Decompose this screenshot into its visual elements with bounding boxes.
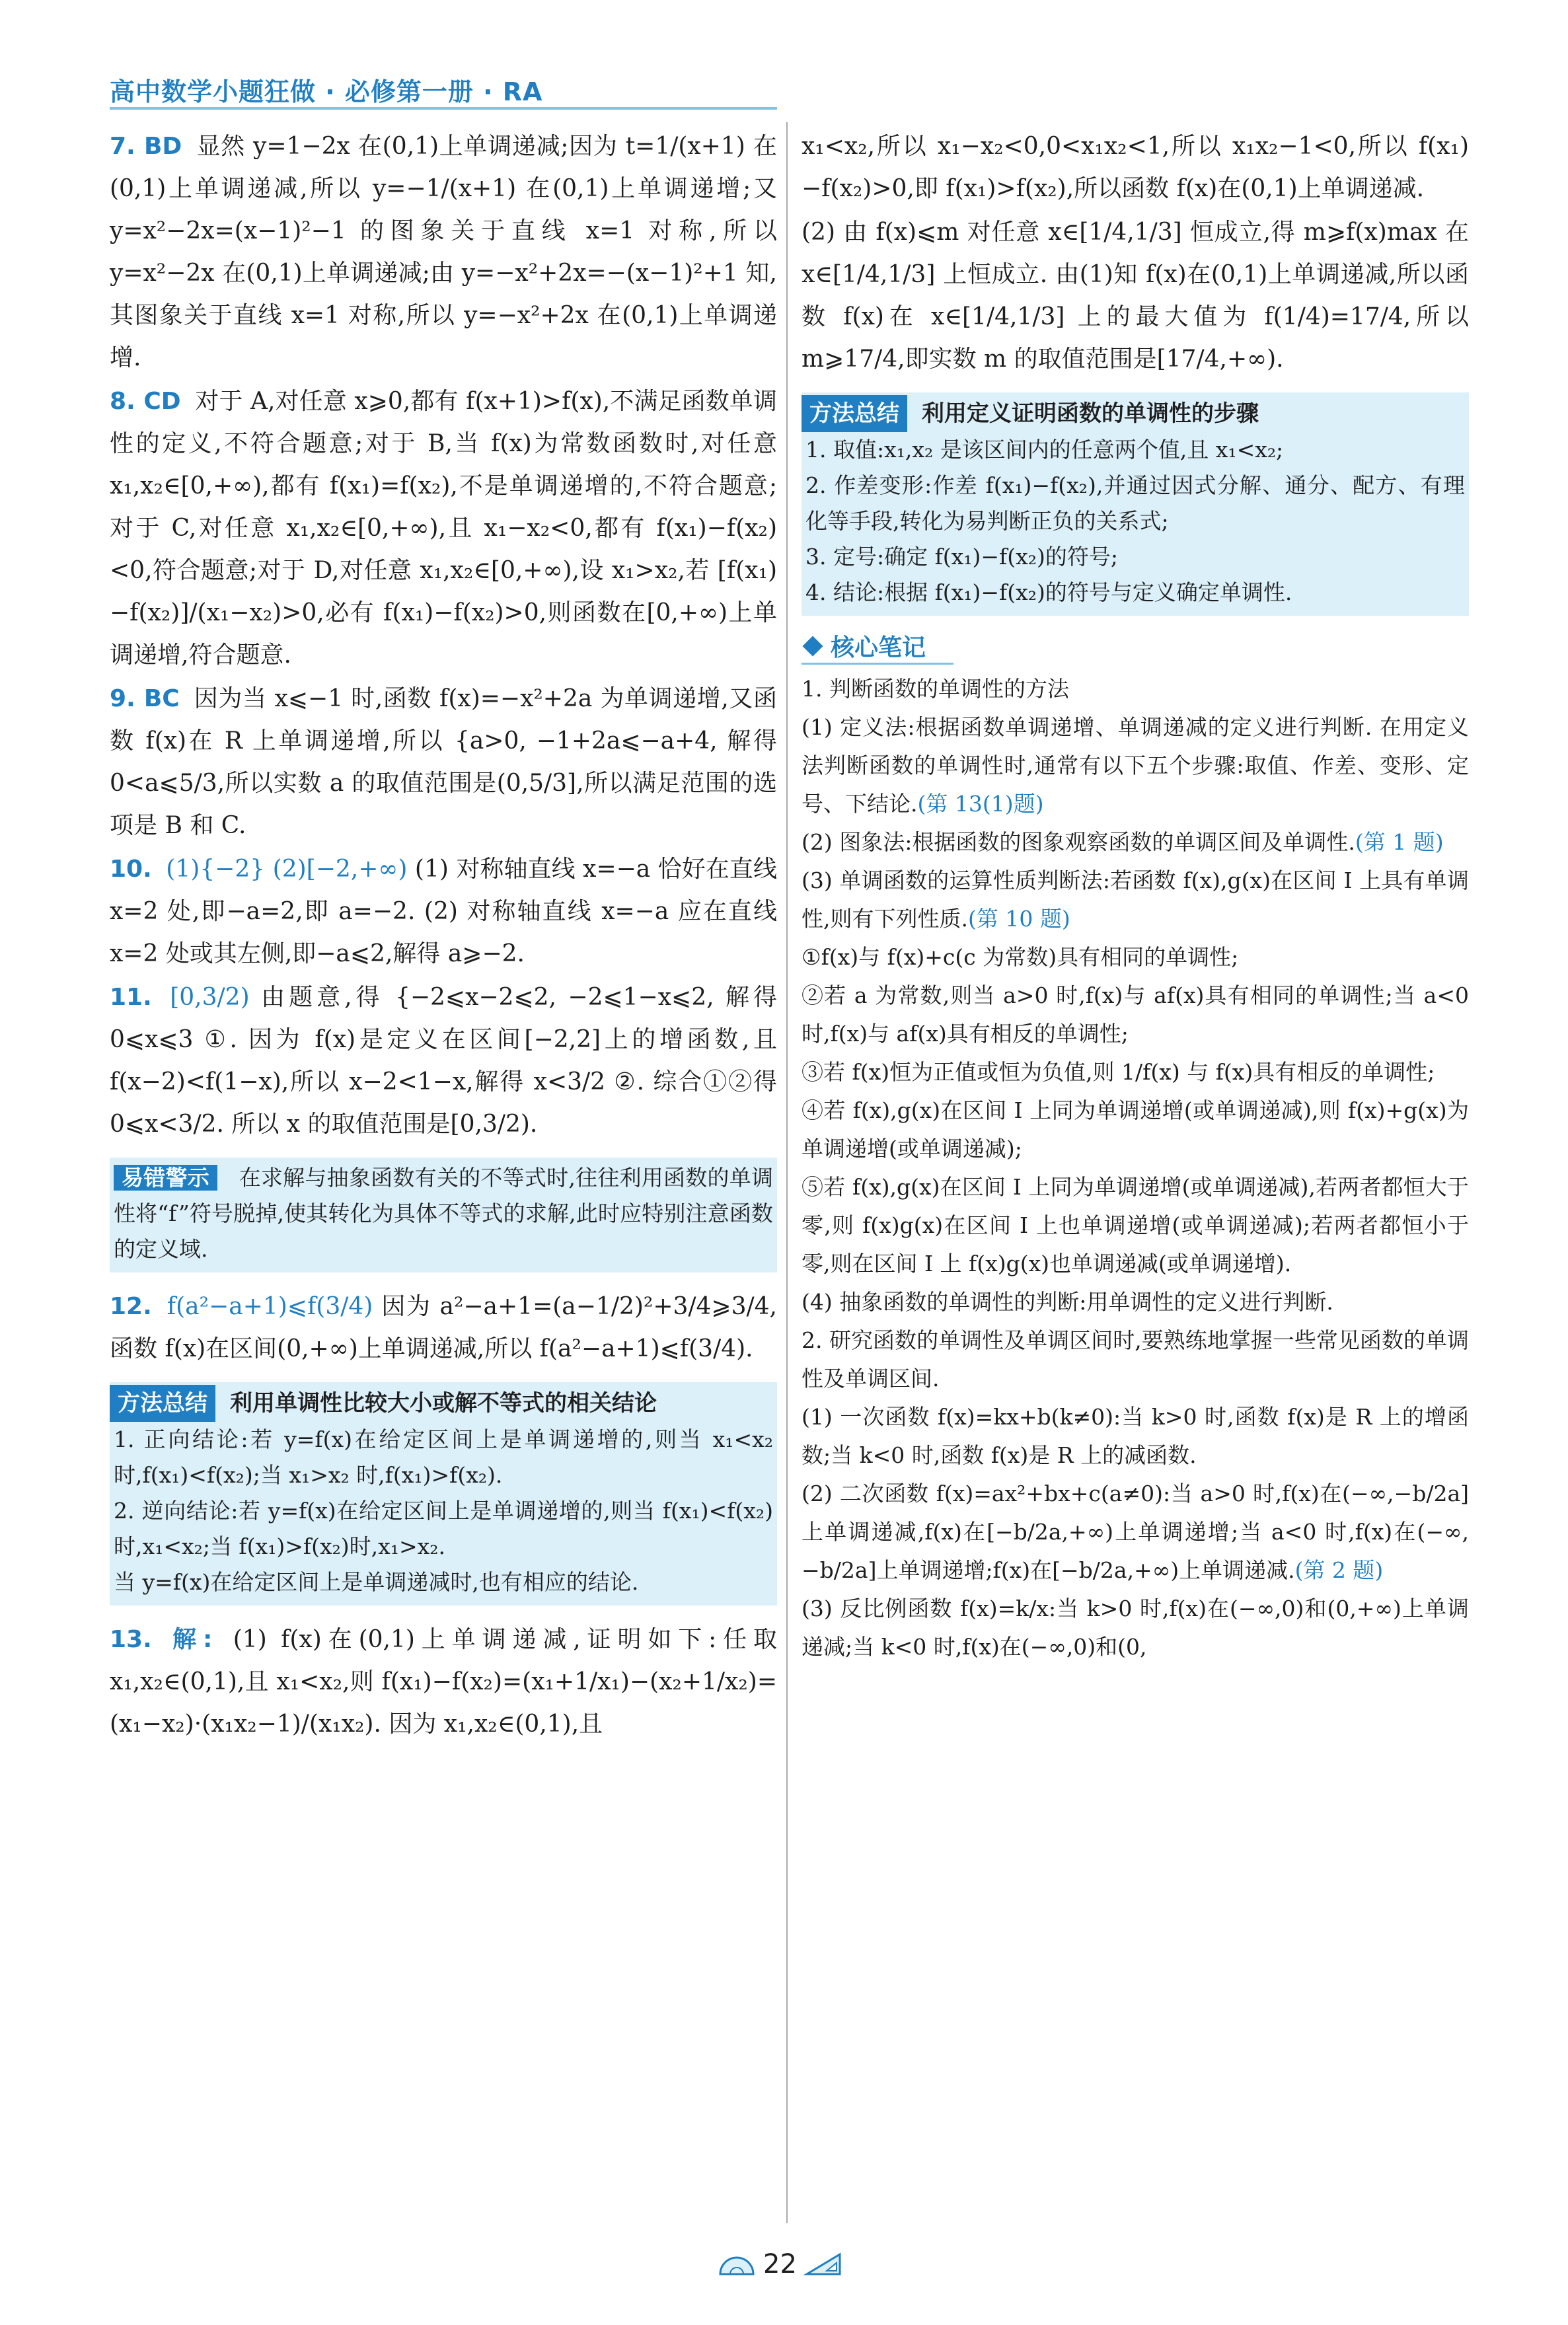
set-square-icon (803, 2251, 843, 2277)
answer-13-part2: (2) 由 f(x)⩽m 对任意 x∈[1/4,1/3] 恒成立,得 m⩾f(x)max 在 x∈[1/4,1/3] 上恒成立. 由(1)知 f(x)在(0,1)上单调递减,所以函数 f(x)在 x∈[1/4,1/3] 上的最大值为 f(1/4)=17/4,所以 m⩾17/4,即实数 m 的取值范围是[17/4,+∞). (802, 219, 1469, 373)
method-tag: 方法总结 (802, 395, 907, 432)
solution-label: 解: (172, 1626, 213, 1653)
note-item: ②若 a 为常数,则当 a>0 时,f(x)与 af(x)具有相同的单调性;当 a<0 时,f(x)与 af(x)具有相反的单调性; (802, 982, 1469, 1047)
method-line: 3. 定号:确定 f(x₁)−f(x₂)的符号; (805, 544, 1118, 570)
warning-text (110, 1160, 777, 1267)
method-title: 利用单调性比较大小或解不等式的相关结论 (230, 1390, 657, 1417)
protractor-icon (717, 2251, 757, 2277)
core-notes-heading (802, 629, 953, 665)
note-item: ⑤若 f(x),g(x)在区间 I 上同为单调递增(或单调递减),若两者都恒大于零,则 f(x)g(x)在区间 I 上也单调递增(或单调递减);若两者都恒小于零,则在区间 I 上 f(x)g(x)也单调递减(或单调递增). (802, 1174, 1469, 1276)
warning-tag: 易错警示 (114, 1165, 217, 1191)
note-item: 2. 研究函数的单调性及单调区间时,要熟练地掌握一些常见函数的单调性及单调区间. (802, 1327, 1469, 1391)
method-line: 当 y=f(x)在给定区间上是单调递减时,也有相应的结论. (114, 1569, 639, 1595)
note-item: ④若 f(x),g(x)在区间 I 上同为单调递增(或单调递减),则 f(x)+g(x)为单调递增(或单调递减); (802, 1097, 1469, 1162)
note-item: (3) 反比例函数 f(x)=k/x:当 k>0 时,f(x)在(−∞,0)和(0,+∞)上单调递减;当 k<0 时,f(x)在(−∞,0)和(0, (802, 1596, 1469, 1660)
core-notes-title: 核心笔记 (831, 634, 926, 661)
question-number: 7. BD (110, 133, 182, 160)
method-line: 1. 正向结论:若 y=f(x)在给定区间上是单调递增的,则当 x₁<x₂ 时,f(x₁)<f(x₂);当 x₁>x₂ 时,f(x₁)>f(x₂). (114, 1426, 773, 1488)
running-header: 高中数学小题狂做 · 必修第一册 · RA (110, 77, 543, 106)
answer-text: 因为 a²−a+1=(a−1/2)²+3/4⩾3/4,函数 f(x)在区间(0,+∞)上单调递减,所以 f(a²−a+1)⩽f(3/4). (110, 1293, 777, 1362)
note-item: (2) 二次函数 f(x)=ax²+bx+c(a≠0):当 a>0 时,f(x)在(−∞,−b/2a]上单调递减,f(x)在[−b/2a,+∞)上单调递增;当 a<0 时,f(x)在(−∞,−b/2a]上单调递增;f(x)在[−b/2a,+∞)上单调递减.(第 2 题) (802, 1481, 1469, 1583)
note-item: (1) 一次函数 f(x)=kx+b(k≠0):当 k>0 时,函数 f(x)是 R 上的增函数;当 k<0 时,函数 f(x)是 R 上的减函数. (802, 1404, 1469, 1468)
question-number: 8. CD (110, 388, 181, 415)
note-item: (4) 抽象函数的单调性的判断:用单调性的定义进行判断. (802, 1289, 1333, 1315)
method-line: 1. 取值:x₁,x₂ 是该区间内的任意两个值,且 x₁<x₂; (805, 437, 1284, 462)
answer-text: 显然 y=1−2x 在(0,1)上单调递减;因为 t=1/(x+1) 在(0,1)上单调递减,所以 y=−1/(x+1) 在(0,1)上单调递增;又 y=x²−2x=(x−1)²−1 的图象关于直线 x=1 对称,所以 y=x²−2x 在(0,1)上单调递减;由 y=−x²+2x=−(x−1)²+1 知,其图象关于直线 x=1 对称,所以 y=−x²+2x 在(0,1)上单调递增. (110, 133, 777, 371)
problem-ref: (第 2 题) (1294, 1557, 1384, 1583)
answer-10 (110, 848, 777, 975)
answer-text: 因为当 x⩽−1 时,函数 f(x)=−x²+2a 为单调递增,又函数 f(x)在 R 上单调递增,所以 {a>0, −1+2a⩽−a+4, 解得 0<a⩽5/3,所以实数 a 的取值范围是(0,5/3],所以满足范围的选项是 B 和 C. (110, 685, 777, 839)
method-summary-box-2 (802, 392, 1469, 616)
answer-text: (1) f(x)在(0,1)上单调递减,证明如下:任取 x₁,x₂∈(0,1),且 x₁<x₂,则 f(x₁)−f(x₂)=(x₁+1/x₁)−(x₂+1/x₂)=(x₁−x₂)·(x₁x₂−1)/(x₁x₂). 因为 x₁,x₂∈(0,1),且 (110, 1626, 778, 1738)
answer-text: 由题意,得 {−2⩽x−2⩽2, −2⩽1−x⩽2, 解得 0⩽x⩽3 ①. 因为 f(x)是定义在区间[−2,2]上的增函数,且 f(x−2)<f(1−x),所以 x−2<1−x,解得 x<3/2 ②. 综合①②得 0⩽x<3/2. 所以 x 的取值范围是[0,3/2). (110, 984, 777, 1138)
answer-key: (1){−2} (2)[−2,+∞) (166, 856, 408, 883)
question-number: 10. (110, 856, 152, 883)
note-item: 1. 判断函数的单调性的方法 (802, 676, 1069, 702)
left-column (110, 126, 777, 1747)
problem-ref: (第 13(1)题) (917, 791, 1044, 817)
method-tag: 方法总结 (110, 1385, 215, 1422)
warning-box (110, 1158, 777, 1273)
page-footer (717, 2249, 843, 2279)
answer-7 (110, 126, 777, 379)
question-number: 9. BC (110, 685, 180, 712)
header-rule (110, 107, 777, 110)
answer-text: 对于 A,对任意 x⩾0,都有 f(x+1)>f(x),不满足函数单调性的定义,不符合题意;对于 B,当 f(x)为常数函数时,对任意 x₁,x₂∈[0,+∞),都有 f(x₁)=f(x₂),不是单调递增的,不符合题意;对于 C,对任意 x₁,x₂∈[0,+∞),且 x₁−x₂<0,都有 f(x₁)−f(x₂)<0,符合题意;对于 D,对任意 x₁,x₂∈[0,+∞),设 x₁>x₂,若 [f(x₁)−f(x₂)]/(x₁−x₂)>0,必有 f(x₁)−f(x₂)>0,则函数在[0,+∞)上单调递增,符合题意. (110, 388, 777, 669)
answer-key: [0,3/2) (170, 984, 250, 1011)
problem-ref: (第 1 题) (1355, 829, 1444, 855)
column-divider (786, 122, 788, 2223)
method-line: 4. 结论:根据 f(x₁)−f(x₂)的符号与定义确定单调性. (805, 579, 1292, 605)
question-number: 13. (110, 1626, 152, 1653)
method-summary-title (802, 395, 1469, 432)
answer-text: (1) 对称轴直线 x=−a 恰好在直线 x=2 处,即−a=2,即 a=−2. (2) 对称轴直线 x=−a 应在直线 x=2 处或其左侧,即−a⩽2,解得 a⩾−2. (110, 856, 777, 967)
problem-ref: (第 10 题) (967, 906, 1070, 932)
note-item: ③若 f(x)恒为正值或恒为负值,则 1/f(x) 与 f(x)具有相反的单调性; (802, 1059, 1435, 1085)
answer-9 (110, 678, 777, 847)
note-item: (3) 单调函数的运算性质判断法:若函数 f(x),g(x)在区间 I 上具有单调性,则有下列性质.(第 10 题) (802, 867, 1469, 932)
method-title: 利用定义证明函数的单调性的步骤 (922, 400, 1259, 427)
warning-body: 在求解与抽象函数有关的不等式时,往往利用函数的单调性将“f”符号脱掉,使其转化为具体不等式的求解,此时应特别注意函数的定义域. (114, 1165, 773, 1262)
answer-13-continued: x₁<x₂,所以 x₁−x₂<0,0<x₁x₂<1,所以 x₁x₂−1<0,所以 f(x₁)−f(x₂)>0,即 f(x₁)>f(x₂),所以函数 f(x)在(0,1)上单调递减. (802, 133, 1469, 202)
diamond-icon (802, 636, 823, 656)
question-number: 11. (110, 984, 152, 1011)
core-notes-list (802, 670, 1469, 1666)
answer-11 (110, 977, 777, 1146)
method-summary-box (110, 1382, 777, 1605)
answer-12 (110, 1286, 777, 1370)
right-column (802, 126, 1469, 1666)
answer-13 (110, 1619, 777, 1746)
note-item: ①f(x)与 f(x)+c(c 为常数)具有相同的单调性; (802, 944, 1239, 970)
note-item: (1) 定义法:根据函数单调递增、单调递减的定义进行判断. 在用定义法判断函数的单调性时,通常有以下五个步骤:取值、作差、变形、定号、下结论.(第 13(1)题) (802, 714, 1469, 817)
page-number: 22 (763, 2249, 797, 2279)
answer-8 (110, 381, 777, 677)
method-summary-title (110, 1385, 777, 1422)
answer-key: f(a²−a+1)⩽f(3/4) (167, 1293, 373, 1320)
question-number: 12. (110, 1293, 152, 1320)
note-item: (2) 图象法:根据函数的图象观察函数的单调区间及单调性.(第 1 题) (802, 829, 1444, 855)
method-line: 2. 逆向结论:若 y=f(x)在给定区间上是单调递增的,则当 f(x₁)<f(x₂)时,x₁<x₂;当 f(x₁)>f(x₂)时,x₁>x₂. (114, 1498, 773, 1559)
method-line: 2. 作差变形:作差 f(x₁)−f(x₂),并通过因式分解、通分、配方、有理化等手段,转化为易判断正负的关系式; (805, 472, 1465, 534)
